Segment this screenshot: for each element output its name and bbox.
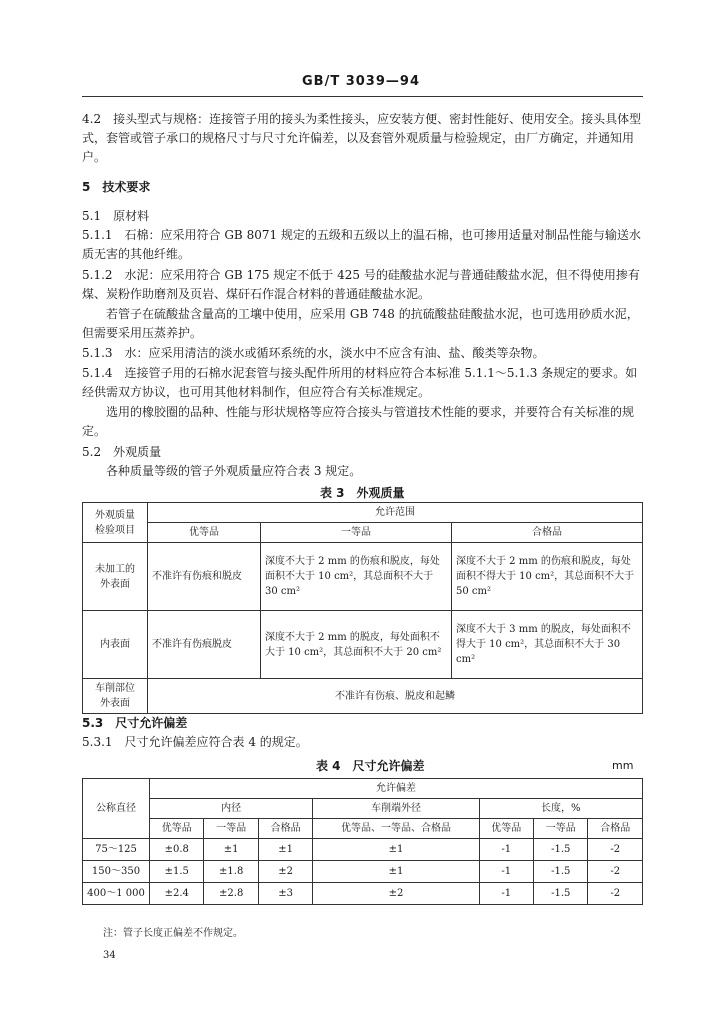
t3-header-range: 允许范围 — [148, 503, 643, 523]
t3-cell: 深度不大于 2 mm 的伤痕和脱皮，每处面积不大于 10 cm²，其总面积不大于 30 cm² — [261, 543, 452, 611]
t4-cell: -1 — [479, 861, 533, 883]
t4-cell: -2 — [588, 883, 643, 905]
clause-5-1-3: 5.1.3 水：应采用清洁的淡水或循环系统的水，淡水中不应含有油、盐、酸类等杂物。 — [82, 346, 545, 360]
table-4-footnote: 注：管子长度正偏差不作规定。 — [103, 928, 243, 939]
t4-cell: ±2.8 — [204, 883, 258, 905]
t3-header-grade-1: 优等品 — [148, 523, 261, 543]
t4-cell: 150～350 — [83, 861, 150, 883]
t4-cell: 400～1 000 — [83, 883, 150, 905]
clause-5-2-text: 各种质量等级的管子外观质量应符合表 3 规定。 — [106, 464, 362, 478]
t4-cell: ±1.8 — [204, 861, 258, 883]
header-rule — [82, 96, 643, 97]
clause-5-1: 5.1 原材料 — [82, 209, 150, 223]
t4-header-inner: 内径 — [150, 799, 313, 819]
t4-cell: -1.5 — [534, 839, 588, 861]
clause-4-2: 4.2 接头型式与规格：连接管子用的接头为柔性接头，应安装方便、密封性能好、使用安全。接头具体型式，套管或管子承口的规格尺寸与尺寸允许偏差，以及套管外观质量与检验规定，由厂方确定，并通知用户。 — [82, 112, 642, 164]
clause-5-1-2: 5.1.2 水泥：应采用符合 GB 175 规定不低于 425 号的硅酸盐水泥与普通硅酸盐水泥，但不得使用掺有煤、炭粉作助磨剂及页岩、煤矸石作混合材料的普通硅酸盐水泥。 — [82, 268, 640, 301]
clause-5-2: 5.2 外观质量 — [82, 445, 162, 459]
t4-cell: ±1 — [258, 839, 312, 861]
t4-cell: ±2 — [258, 861, 312, 883]
t3-header-item: 外观质量 检验项目 — [83, 503, 148, 543]
page-number: 34 — [103, 950, 116, 961]
table-4-dimension-tolerance — [82, 778, 643, 905]
t4-cell: 75～125 — [83, 839, 150, 861]
t4-grade: 合格品 — [258, 819, 312, 839]
t4-cell: ±1.5 — [150, 861, 204, 883]
t4-grade: 优等品 — [150, 819, 204, 839]
section-5-title: 5 技术要求 — [82, 180, 151, 194]
t4-header-outer: 车削端外径 — [313, 799, 479, 819]
clause-5-3-1: 5.3.1 尺寸允许偏差应符合表 4 的规定。 — [82, 735, 308, 749]
t4-cell: ±2.4 — [150, 883, 204, 905]
t3-row-name: 车削部位 外表面 — [83, 679, 148, 714]
t4-cell: -2 — [588, 839, 643, 861]
t4-cell: ±3 — [258, 883, 312, 905]
t3-row-name: 内表面 — [83, 611, 148, 679]
t4-grade: 一等品 — [534, 819, 588, 839]
table-4-caption: 表 4 尺寸允许偏差 — [316, 759, 425, 773]
standard-header: GB/T 3039—94 — [302, 74, 420, 89]
t4-grade: 优等品 — [479, 819, 533, 839]
t4-cell: ±1 — [313, 839, 479, 861]
t4-cell: ±1 — [313, 861, 479, 883]
clause-5-1-4-continued: 选用的橡胶圈的品种、性能与形状规格等应符合接头与管道技术性能的要求，并要符合有关标准的规定。 — [82, 405, 635, 438]
t4-cell: -1.5 — [534, 883, 588, 905]
t3-cell: 深度不大于 2 mm 的伤痕和脱皮，每处面积不得大于 10 cm²，其总面积不大于 50 cm² — [452, 543, 643, 611]
t4-cell: ±2 — [313, 883, 479, 905]
table-4-unit: mm — [612, 759, 634, 772]
t4-header-diameter: 公称直径 — [83, 779, 150, 839]
t4-header-length: 长度，% — [479, 799, 642, 819]
t3-row-name: 未加工的 外表面 — [83, 543, 148, 611]
t4-cell: -1 — [479, 883, 533, 905]
t4-cell: ±0.8 — [150, 839, 204, 861]
t3-cell: 不准许有伤痕脱皮 — [148, 611, 261, 679]
t4-header-deviation: 允许偏差 — [150, 779, 643, 799]
t3-cell: 深度不大于 3 mm 的脱皮，每处面积不得大于 10 cm²，其总面积不大于 30 cm² — [452, 611, 643, 679]
clause-5-3: 5.3 尺寸允许偏差 — [82, 716, 188, 730]
t3-header-grade-3: 合格品 — [452, 523, 643, 543]
clause-5-1-1: 5.1.1 石棉：应采用符合 GB 8071 规定的五级和五级以上的温石棉，也可掺用适量对制品性能与输送水质无害的其他纤维。 — [82, 228, 641, 261]
t3-cell: 深度不大于 2 mm 的脱皮，每处面积不大于 10 cm²，其总面积不大于 20 cm² — [261, 611, 452, 679]
t4-grade: 一等品 — [204, 819, 258, 839]
t3-header-grade-2: 一等品 — [261, 523, 452, 543]
clause-5-1-4: 5.1.4 连接管子用的石棉水泥套管与接头配件所用的材料应符合本标准 5.1.1～5.1.3 条规定的要求。如经供需双方协议，也可用其他材料制作，但应符合有关标准规定。 — [82, 366, 638, 399]
t3-cell: 不准许有伤痕和脱皮 — [148, 543, 261, 611]
t3-cell: 不准许有伤痕、脱皮和起鳞 — [148, 679, 643, 714]
t4-cell: -1 — [479, 839, 533, 861]
t4-grade: 合格品 — [588, 819, 643, 839]
t4-cell: -1.5 — [534, 861, 588, 883]
table-3-appearance-quality — [82, 502, 643, 714]
t4-grade-all: 优等品、一等品、合格品 — [313, 819, 479, 839]
table-3-caption: 表 3 外观质量 — [320, 486, 405, 500]
clause-5-1-2-continued: 若管子在硫酸盐含量高的工壤中使用，应采用 GB 748 的抗硫酸盐硅酸盐水泥，也可选用砂质水泥，但需要采用压蒸养护。 — [82, 307, 639, 340]
t4-cell: ±1 — [204, 839, 258, 861]
t4-cell: -2 — [588, 861, 643, 883]
